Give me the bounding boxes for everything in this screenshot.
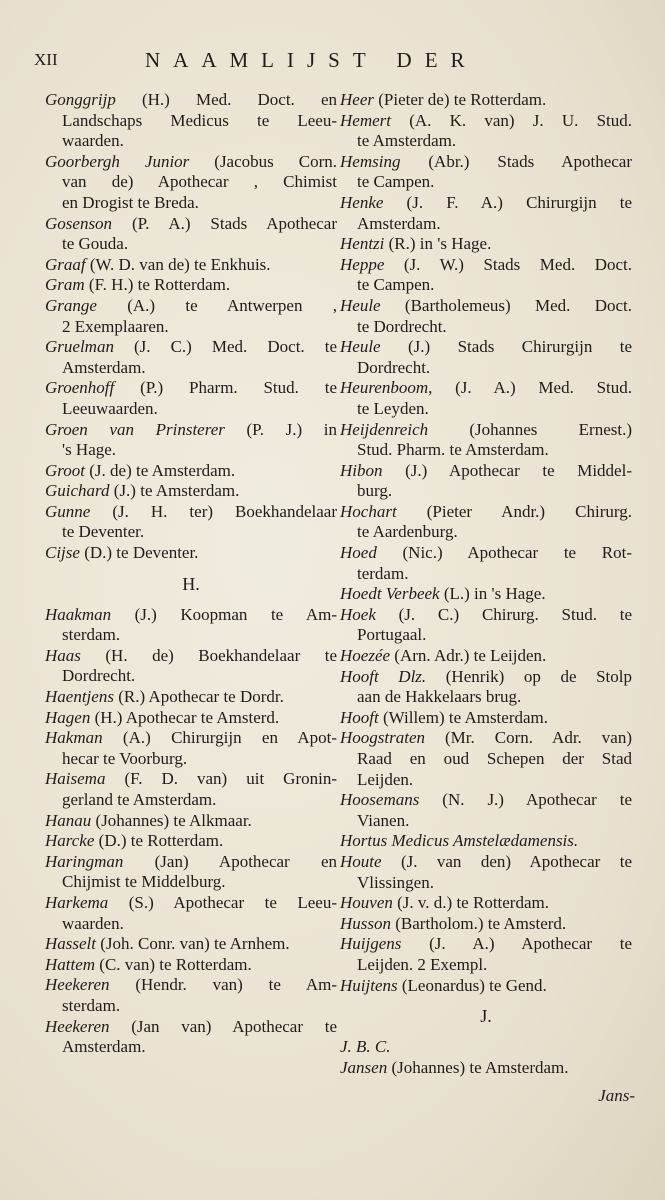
entry-details: (Nic.) Apothecar te Rot- bbox=[376, 543, 632, 563]
entry-details: (D.) te Rotterdam. bbox=[94, 831, 224, 851]
entry-name: Gram bbox=[45, 275, 85, 295]
name-entry bbox=[340, 831, 632, 852]
entry-first-line bbox=[340, 378, 632, 399]
entry-continuation-line: 2 Exemplaaren. bbox=[62, 316, 169, 336]
entry-name: Goorbergh Junior bbox=[45, 151, 190, 171]
name-entry bbox=[340, 337, 632, 378]
entry-name: Hasselt bbox=[45, 934, 96, 954]
entry-continuation-line: te Campen. bbox=[357, 275, 435, 295]
entry-name: Groen van Prinsterer bbox=[45, 419, 225, 439]
entry-details: (Jan) Apothecar en bbox=[123, 851, 337, 871]
entry-details: (D.) te Deventer. bbox=[79, 543, 199, 563]
entry-details: (C. van) te Rotterdam. bbox=[95, 954, 252, 974]
name-entry bbox=[340, 790, 632, 831]
entry-first-line bbox=[45, 461, 337, 482]
entry-details: (J. de) te Amsterdam. bbox=[85, 460, 236, 480]
entry-continuation-line: Leijden. bbox=[357, 769, 414, 789]
entry-continuation-line: en Drogist te Breda. bbox=[62, 192, 199, 212]
entry-first-line bbox=[340, 1037, 632, 1058]
name-entry bbox=[340, 852, 632, 893]
entry-name: Husson bbox=[340, 913, 392, 933]
entry-first-line bbox=[45, 605, 337, 626]
name-entry bbox=[45, 543, 337, 564]
name-entry bbox=[45, 831, 337, 852]
section-letter: H. bbox=[182, 573, 200, 594]
name-entry bbox=[340, 584, 632, 605]
name-entry bbox=[45, 769, 337, 810]
entry-name: Hanau bbox=[45, 810, 92, 830]
entry-first-line bbox=[45, 420, 337, 441]
name-entry bbox=[45, 1017, 337, 1058]
name-entry bbox=[45, 90, 337, 152]
name-entry bbox=[340, 1037, 632, 1058]
name-entry bbox=[340, 708, 632, 729]
entry-name: Graaf bbox=[45, 254, 86, 274]
entry-details: (J. H. ter) Boekhandelaar bbox=[90, 501, 337, 521]
entry-first-line bbox=[340, 914, 632, 935]
name-entry bbox=[45, 955, 337, 976]
entry-first-line bbox=[340, 646, 632, 667]
entry-details: (Johannes) te Alkmaar. bbox=[91, 810, 252, 830]
name-entry bbox=[45, 852, 337, 893]
entry-details: (R.) in 's Hage. bbox=[384, 234, 492, 254]
entry-first-line bbox=[45, 708, 337, 729]
entry-details: (Leonardus) te Gend. bbox=[397, 975, 547, 995]
name-entry bbox=[45, 708, 337, 729]
entry-name: Houven bbox=[340, 893, 393, 913]
entry-name: Hentzi bbox=[340, 234, 385, 254]
entry-first-line bbox=[45, 337, 337, 358]
entry-name: Hoosemans bbox=[340, 790, 420, 810]
entry-first-line bbox=[340, 543, 632, 564]
entry-details: (A.) Chirurgijn en Apot- bbox=[102, 728, 337, 748]
entry-first-line bbox=[340, 976, 632, 997]
name-entry bbox=[45, 255, 337, 276]
entry-details: , (J. A.) Med. Stud. bbox=[428, 378, 632, 398]
entry-first-line bbox=[340, 852, 632, 873]
entry-details: (Johannes Ernest.) bbox=[428, 419, 632, 439]
entry-name: Heijdenreich bbox=[340, 419, 429, 439]
entry-first-line bbox=[45, 852, 337, 873]
entry-name: Hooft Dlz. bbox=[340, 666, 427, 686]
entry-continuation-line: waarden. bbox=[62, 131, 124, 151]
entry-name: Hortus Medicus Amstelædamensis. bbox=[340, 831, 579, 851]
entry-name: Gruelman bbox=[45, 337, 114, 357]
entry-name: Jansen bbox=[340, 1057, 388, 1077]
entry-name: Haas bbox=[45, 645, 81, 665]
entry-details: (Arn. Adr.) te Leijden. bbox=[390, 646, 547, 666]
entry-name: Hoezée bbox=[340, 646, 391, 666]
entry-continuation-line: sterdam. bbox=[62, 995, 121, 1015]
name-entry bbox=[45, 893, 337, 934]
name-entry bbox=[340, 420, 632, 461]
entry-details: (A. K. van) J. U. Stud. bbox=[390, 110, 632, 130]
entry-first-line bbox=[340, 193, 632, 214]
entry-details: (F. H.) te Rotterdam. bbox=[84, 275, 231, 295]
entry-first-line bbox=[340, 111, 632, 132]
entry-continuation-line: te Campen. bbox=[357, 172, 435, 192]
entry-first-line bbox=[340, 728, 632, 749]
entry-first-line bbox=[45, 152, 337, 173]
entry-details: (F. D. van) uit Gronin- bbox=[105, 769, 337, 789]
name-entry bbox=[340, 461, 632, 502]
entry-continuation-line: Dordrecht. bbox=[62, 666, 136, 686]
name-entry bbox=[340, 976, 632, 997]
entry-continuation-line: Amsterdam. bbox=[62, 1037, 146, 1057]
entry-first-line bbox=[45, 275, 337, 296]
name-entry bbox=[45, 337, 337, 378]
left-column bbox=[45, 90, 337, 1058]
name-entry bbox=[45, 481, 337, 502]
entry-name: Hochart bbox=[340, 501, 397, 521]
entry-continuation-line: hecar te Voorburg. bbox=[62, 748, 188, 768]
entry-details: (Pieter de) te Rotterdam. bbox=[373, 90, 547, 109]
name-entry bbox=[45, 461, 337, 482]
name-entry bbox=[45, 420, 337, 461]
entry-continuation-line: Chijmist te Middelburg. bbox=[62, 872, 226, 892]
entry-first-line bbox=[45, 975, 337, 996]
entry-details: (Bartholemeus) Med. Doct. bbox=[380, 295, 632, 315]
entry-name: Hemsing bbox=[340, 151, 401, 171]
entry-continuation-line: terdam. bbox=[357, 563, 409, 583]
entry-details: (R.) Apothecar te Dordr. bbox=[113, 687, 284, 707]
entry-details: (H. de) Boekhandelaar te bbox=[80, 645, 337, 665]
entry-continuation-line: gerland te Amsterdam. bbox=[62, 790, 217, 809]
name-entry bbox=[45, 646, 337, 687]
entry-name: Gunne bbox=[45, 501, 91, 521]
entry-name: Hibon bbox=[340, 460, 383, 480]
entry-name: Hoogstraten bbox=[340, 728, 425, 748]
entry-first-line bbox=[45, 769, 337, 790]
entry-first-line bbox=[45, 255, 337, 276]
entry-name: Hoed bbox=[340, 543, 377, 563]
entry-first-line bbox=[340, 152, 632, 173]
entry-name: Hagen bbox=[45, 707, 91, 727]
name-entry bbox=[340, 234, 632, 255]
entry-continuation-line: Stud. Pharm. te Amsterdam. bbox=[357, 440, 549, 460]
entry-first-line bbox=[45, 728, 337, 749]
entry-continuation-line: Amsterdam. bbox=[62, 357, 146, 377]
name-entry bbox=[45, 502, 337, 543]
entry-details: (J.) Stads Chirurgijn te bbox=[380, 337, 632, 357]
entry-continuation-line: Portugaal. bbox=[357, 625, 427, 645]
entry-first-line bbox=[340, 502, 632, 523]
entry-continuation-line: Amsterdam. bbox=[357, 213, 441, 233]
entry-name: Heer bbox=[340, 90, 374, 109]
entry-first-line bbox=[45, 1017, 337, 1038]
entry-first-line bbox=[340, 605, 632, 626]
entry-details: (P. J.) in bbox=[224, 419, 338, 439]
entry-name: Huijtens bbox=[340, 975, 398, 995]
entry-details: (J. F. A.) Chirurgijn te bbox=[383, 192, 632, 212]
entry-continuation-line: Leeuwaarden. bbox=[62, 398, 158, 418]
entry-name: Haentjens bbox=[45, 687, 114, 707]
entry-details: (Willem) te Amsterdam. bbox=[378, 707, 549, 727]
catchword: Jans- bbox=[598, 1086, 635, 1105]
entry-name: Hemert bbox=[340, 110, 391, 130]
entry-name: Harkema bbox=[45, 892, 109, 912]
entry-continuation-line: Vianen. bbox=[357, 810, 410, 830]
entry-first-line bbox=[340, 296, 632, 317]
name-entry bbox=[45, 687, 337, 708]
name-entry bbox=[45, 605, 337, 646]
entry-name: Harcke bbox=[45, 831, 95, 851]
entry-continuation-line: Dordrecht. bbox=[357, 357, 431, 377]
entry-details: (P.) Pharm. Stud. te bbox=[114, 378, 337, 398]
entry-details: (L.) in 's Hage. bbox=[439, 584, 546, 604]
entry-details: (Abr.) Stads Apothecar bbox=[400, 151, 632, 171]
entry-first-line bbox=[340, 337, 632, 358]
entry-details: (Jacobus Corn. bbox=[189, 151, 337, 171]
name-entry bbox=[340, 1058, 632, 1079]
entry-first-line bbox=[45, 955, 337, 976]
entry-continuation-line: te Aardenburg. bbox=[357, 522, 458, 542]
entry-continuation-line: Landschaps Medicus te Leeu- bbox=[62, 110, 337, 130]
entry-first-line bbox=[45, 893, 337, 914]
name-entry bbox=[45, 296, 337, 337]
entry-first-line bbox=[45, 543, 337, 564]
entry-details: (Henrik) op de Stolp bbox=[426, 666, 633, 686]
entry-name: Cijse bbox=[45, 543, 80, 563]
entry-details: (Joh. Conr. van) te Arnhem. bbox=[96, 934, 290, 954]
entry-details: (J. v. d.) te Rotterdam. bbox=[392, 893, 549, 913]
name-entry bbox=[340, 914, 632, 935]
entry-continuation-line: Vlissingen. bbox=[357, 872, 434, 892]
entry-name: Heurenboom bbox=[340, 378, 429, 398]
entry-name: Heekeren bbox=[45, 1016, 110, 1036]
entry-name: Groot bbox=[45, 460, 85, 480]
name-entry bbox=[45, 975, 337, 1016]
entry-first-line bbox=[45, 831, 337, 852]
entry-name: Heule bbox=[340, 295, 381, 315]
entry-name: Guichard bbox=[45, 481, 110, 501]
entry-name: Hakman bbox=[45, 728, 103, 748]
entry-details: (Bartholom.) te Amsterd. bbox=[391, 913, 567, 933]
entry-details: (S.) Apothecar te Leeu- bbox=[108, 892, 337, 912]
entry-name: Houte bbox=[340, 851, 382, 871]
name-entry bbox=[340, 90, 632, 111]
entry-details: (J.) te Amsterdam. bbox=[109, 481, 240, 501]
name-entry bbox=[340, 646, 632, 667]
entry-details: (J. C.) Chirurg. Stud. te bbox=[375, 604, 632, 624]
entry-first-line bbox=[45, 811, 337, 832]
name-entry bbox=[340, 543, 632, 584]
entry-name: Grange bbox=[45, 295, 97, 315]
entry-details: (Pieter Andr.) Chirurg. bbox=[396, 501, 632, 521]
entry-continuation-line: Leijden. 2 Exempl. bbox=[357, 954, 488, 974]
page-number: XII bbox=[34, 50, 58, 69]
entry-details: (H.) Apothecar te Amsterd. bbox=[90, 707, 280, 727]
entry-first-line bbox=[45, 296, 337, 317]
name-entry bbox=[340, 605, 632, 646]
entry-details: (N. J.) Apothecar te bbox=[419, 790, 632, 810]
entry-continuation-line: te Dordrecht. bbox=[357, 316, 447, 336]
entry-name: Haisema bbox=[45, 769, 106, 789]
name-entry bbox=[45, 214, 337, 255]
entry-first-line bbox=[45, 90, 337, 111]
entry-first-line bbox=[340, 667, 632, 688]
entry-details: (J.) Koopman te Am- bbox=[111, 604, 337, 624]
name-entry bbox=[340, 667, 632, 708]
entry-name: Gonggrijp bbox=[45, 90, 116, 109]
entry-continuation-line: waarden. bbox=[62, 913, 124, 933]
name-entry bbox=[340, 378, 632, 419]
entry-first-line bbox=[340, 893, 632, 914]
name-entry bbox=[340, 255, 632, 296]
name-entry bbox=[340, 296, 632, 337]
name-entry bbox=[45, 275, 337, 296]
entry-name: Groenhoff bbox=[45, 378, 115, 398]
entry-first-line bbox=[340, 1058, 632, 1079]
entry-name: Huijgens bbox=[340, 934, 402, 954]
entry-name: Heppe bbox=[340, 254, 385, 274]
entry-details: (J. van den) Apothecar te bbox=[381, 851, 632, 871]
entry-name: Hooft bbox=[340, 707, 379, 727]
name-entry bbox=[45, 934, 337, 955]
entry-first-line bbox=[45, 934, 337, 955]
entry-continuation-line: 's Hage. bbox=[62, 440, 117, 460]
name-entry bbox=[45, 811, 337, 832]
entry-continuation-line: te Leyden. bbox=[357, 398, 429, 418]
name-entry bbox=[340, 502, 632, 543]
entry-details: (W. D. van de) te Enkhuis. bbox=[85, 254, 271, 274]
name-entry bbox=[340, 152, 632, 193]
entry-continuation-line: Raad en oud Schepen der Stad bbox=[357, 749, 632, 768]
entry-details: (H.) Med. Doct. en bbox=[115, 90, 337, 109]
entry-continuation-line: burg. bbox=[357, 481, 393, 501]
entry-name: Heekeren bbox=[45, 975, 110, 995]
entry-first-line bbox=[340, 420, 632, 441]
name-entry bbox=[340, 934, 632, 975]
name-entry bbox=[45, 728, 337, 769]
entry-continuation-line: te Amsterdam. bbox=[357, 131, 457, 151]
entry-name: Haringman bbox=[45, 851, 124, 871]
entry-first-line bbox=[45, 378, 337, 399]
entry-first-line bbox=[45, 646, 337, 667]
entry-first-line bbox=[45, 481, 337, 502]
entry-first-line bbox=[45, 502, 337, 523]
name-entry bbox=[340, 728, 632, 790]
entry-name: Hoedt Verbeek bbox=[340, 584, 440, 604]
entry-name: Hoek bbox=[340, 604, 376, 624]
entry-name: Hattem bbox=[45, 954, 96, 974]
entry-details: (J. W.) Stads Med. Doct. bbox=[384, 254, 632, 274]
entry-details: (A.) te Antwerpen , bbox=[96, 295, 337, 315]
entry-continuation-line: te Gouda. bbox=[62, 234, 129, 254]
entry-continuation-line: van de) Apothecar , Chimist bbox=[62, 172, 337, 192]
entry-details: (Hendr. van) te Am- bbox=[109, 975, 337, 995]
section-letter: J. bbox=[480, 1006, 492, 1027]
entry-continuation-line: sterdam. bbox=[62, 625, 121, 645]
entry-first-line bbox=[340, 934, 632, 955]
entry-first-line bbox=[340, 255, 632, 276]
name-entry bbox=[45, 152, 337, 214]
name-entry bbox=[340, 111, 632, 152]
entry-details: (P. A.) Stads Apothecar bbox=[112, 213, 337, 233]
entry-details: (J. C.) Med. Doct. te bbox=[113, 337, 337, 357]
name-entry bbox=[45, 378, 337, 419]
entry-details: (Mr. Corn. Adr. van) bbox=[425, 728, 632, 748]
entry-details: (J. A.) Apothecar te bbox=[401, 934, 632, 954]
name-entry bbox=[340, 893, 632, 914]
entry-first-line bbox=[340, 461, 632, 482]
entry-first-line bbox=[340, 831, 632, 852]
entry-continuation-line: te Deventer. bbox=[62, 522, 145, 542]
entry-first-line bbox=[340, 584, 632, 605]
entry-name: J. B. C. bbox=[340, 1037, 391, 1057]
entry-name: Haakman bbox=[45, 604, 112, 624]
entry-continuation-line: aan de Hakkelaars brug. bbox=[357, 687, 522, 707]
entry-first-line bbox=[340, 790, 632, 811]
entry-name: Heule bbox=[340, 337, 381, 357]
entry-first-line bbox=[340, 708, 632, 729]
entry-first-line bbox=[340, 90, 632, 111]
entry-details: (Johannes) te Amsterdam. bbox=[387, 1057, 569, 1077]
entry-details: (J.) Apothecar te Middel- bbox=[382, 460, 632, 480]
entry-name: Gosenson bbox=[45, 213, 113, 233]
running-title: NAAMLIJST DER bbox=[145, 48, 478, 72]
entry-first-line bbox=[340, 234, 632, 255]
right-column bbox=[340, 90, 632, 1078]
name-entry bbox=[340, 193, 632, 234]
entry-name: Henke bbox=[340, 192, 384, 212]
entry-first-line bbox=[45, 214, 337, 235]
entry-first-line bbox=[45, 687, 337, 708]
entry-details: (Jan van) Apothecar te bbox=[109, 1016, 337, 1036]
